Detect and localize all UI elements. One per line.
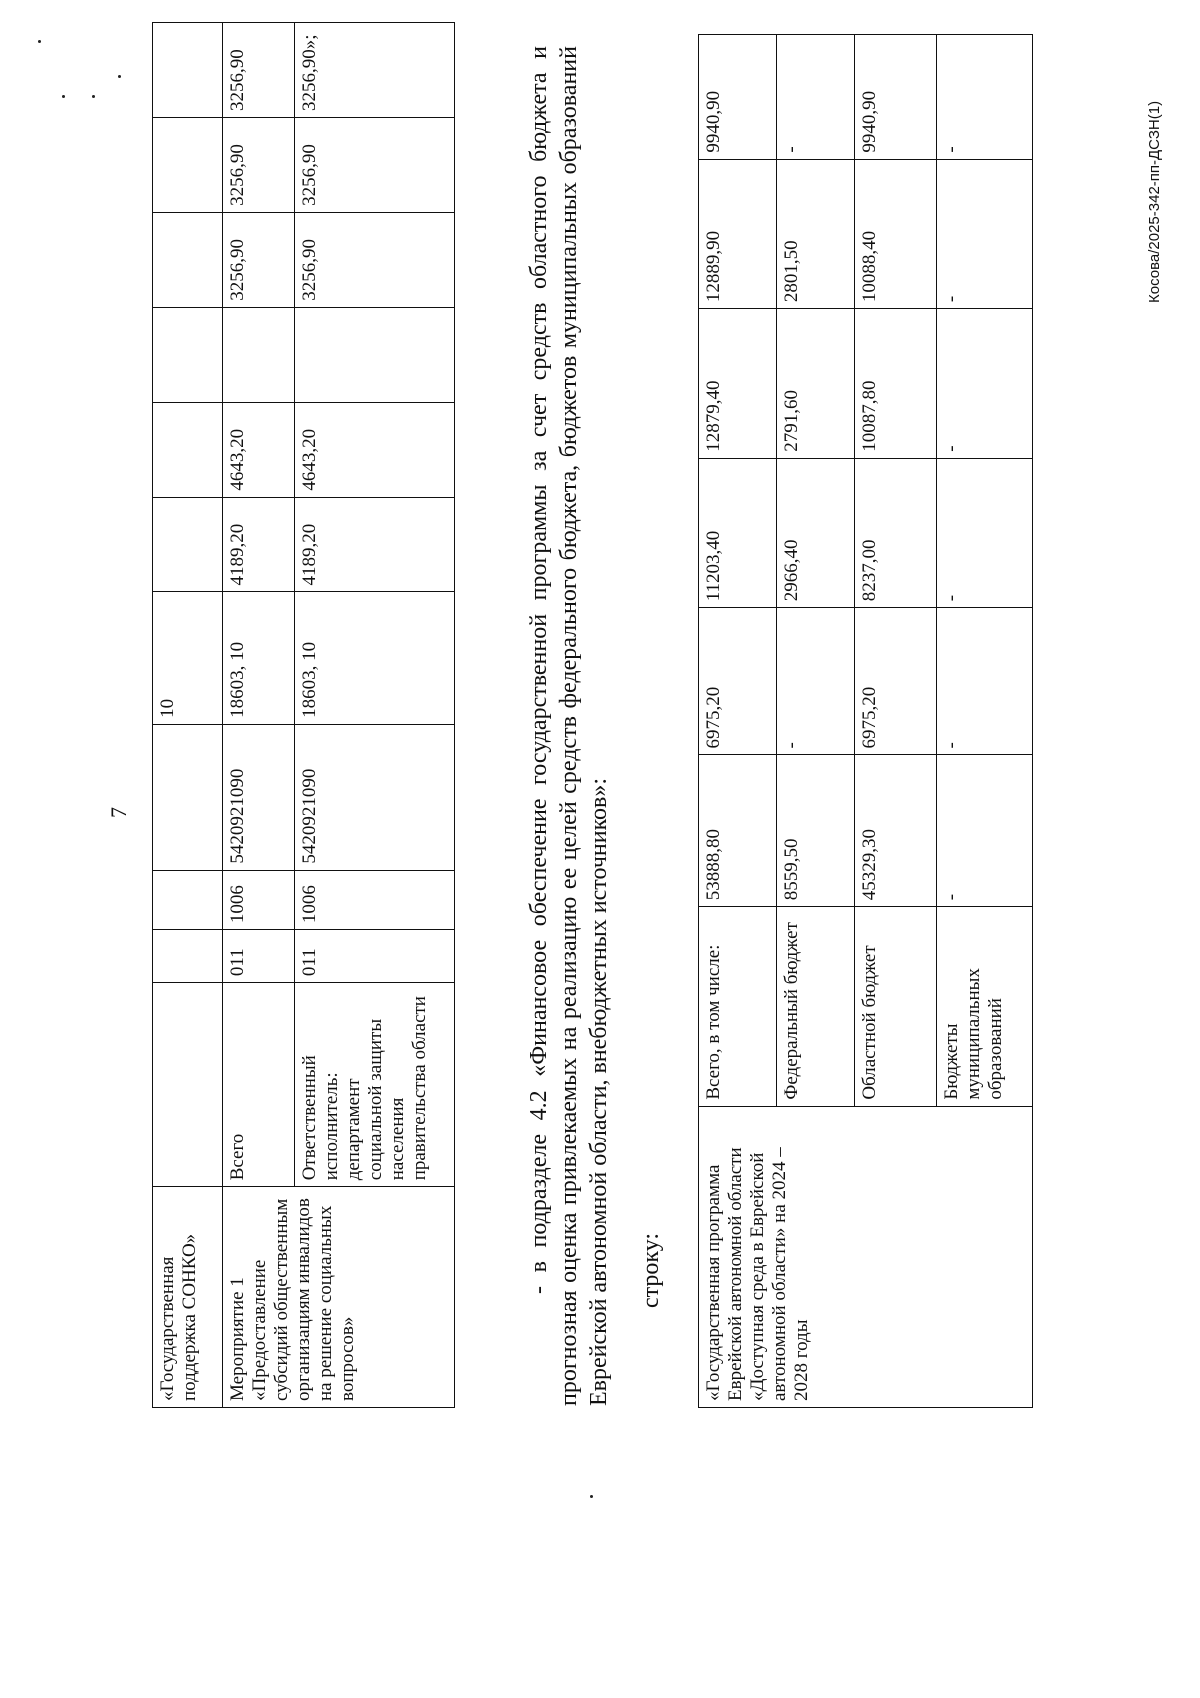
table-cell-value: - xyxy=(937,458,1033,608)
table-cell-total: 45329,30 xyxy=(855,755,937,907)
table-cell-code: 011 xyxy=(223,930,295,983)
table-cell-activity: Мероприятие 1 «Предоставление субсидий общественным организациям инвалидов на решение социальных вопросов» xyxy=(223,1187,455,1408)
table-row xyxy=(699,35,777,1408)
table-cell-value: 2801,50 xyxy=(777,159,855,309)
table-cell-value: 12879,40 xyxy=(699,309,777,459)
amendment-paragraph xyxy=(524,46,614,1406)
table-row xyxy=(153,23,223,1408)
table-row xyxy=(223,23,295,1408)
table-cell-value: - xyxy=(937,309,1033,459)
table-cell-name: «Государственная поддержка СОНКО» xyxy=(153,1187,223,1408)
table-cell-value: 9940,90 xyxy=(699,35,777,160)
budget-table-program xyxy=(698,34,1033,1408)
paragraph-text: - в подразделе 4.2 «Финансовое обеспечение государственной программы за счет средств областного бюджета и прогнозная оценка привлекаемых на реализацию ее целей средств федерального бюджета, бюджетов муниципальных образований Еврейской автономной области, внебюджетных источников»: xyxy=(526,46,612,1406)
table-cell-value: 10087,80 xyxy=(855,309,937,459)
table-cell-value: 3256,90 xyxy=(295,212,455,307)
table-cell-value: - xyxy=(937,35,1033,160)
table-cell-executor: Всего xyxy=(223,983,295,1187)
table-cell-source: Бюджеты муниципальных образований xyxy=(937,907,1033,1106)
row-label: строку: xyxy=(638,1232,664,1308)
table-cell-value: 4189,20 xyxy=(295,497,455,592)
table-cell-value: 18603, 10 xyxy=(223,592,295,724)
table-cell-value: 11203,40 xyxy=(699,458,777,608)
table-cell-value: 6975,20 xyxy=(699,608,777,755)
table-cell-value: 6975,20 xyxy=(855,608,937,755)
table-cell-value: 18603, 10 xyxy=(295,592,455,724)
table-cell-source: Всего, в том числе: xyxy=(699,907,777,1106)
table-cell-value: 2966,40 xyxy=(777,458,855,608)
table-cell-value: - xyxy=(937,608,1033,755)
table-cell-value: 4643,20 xyxy=(223,402,295,497)
table-cell-program: «Государственная программа Еврейской автономной области «Доступная среда в Еврейской автономной области» на 2024 – 2028 годы xyxy=(699,1106,1033,1407)
table-cell-value: 3256,90 xyxy=(223,212,295,307)
table-cell-value: 3256,90 xyxy=(223,23,295,118)
table-cell-value: 2791,60 xyxy=(777,309,855,459)
table-cell-value: 9940,90 xyxy=(855,35,937,160)
table-cell-value: 10 xyxy=(153,592,223,724)
table-cell-source: Федеральный бюджет xyxy=(777,907,855,1106)
document-code: Косова/2025-342-пп-ДСЗН(1) xyxy=(1146,100,1163,303)
table-cell-code: 5420921090 xyxy=(295,724,455,870)
table-cell-total: 8559,50 xyxy=(777,755,855,907)
table-cell-value: 8237,00 xyxy=(855,458,937,608)
table-cell-source: Областной бюджет xyxy=(855,907,937,1106)
table-cell-value: 10088,40 xyxy=(855,159,937,309)
table-cell-code: 5420921090 xyxy=(223,724,295,870)
table-cell-code: 011 xyxy=(295,930,455,983)
table-cell-value: 3256,90»; xyxy=(295,23,455,118)
table-cell-value: - xyxy=(937,159,1033,309)
table-cell-code: 1006 xyxy=(223,870,295,930)
table-cell-value: 3256,90 xyxy=(223,117,295,212)
budget-table-activities xyxy=(152,22,455,1408)
table-cell-value: 12889,90 xyxy=(699,159,777,309)
table-cell-value: - xyxy=(777,608,855,755)
table-cell-value: 3256,90 xyxy=(295,117,455,212)
table-cell-total: 53888,80 xyxy=(699,755,777,907)
table-cell-code: 1006 xyxy=(295,870,455,930)
table-cell-executor: Ответственный исполнитель: департамент социальной защиты населения правительства области xyxy=(295,983,455,1187)
page-number: 7 xyxy=(106,807,131,818)
table-cell-total: - xyxy=(937,755,1033,907)
table-cell-value: - xyxy=(777,35,855,160)
table-cell-value: 4643,20 xyxy=(295,402,455,497)
table-cell-value: 4189,20 xyxy=(223,497,295,592)
